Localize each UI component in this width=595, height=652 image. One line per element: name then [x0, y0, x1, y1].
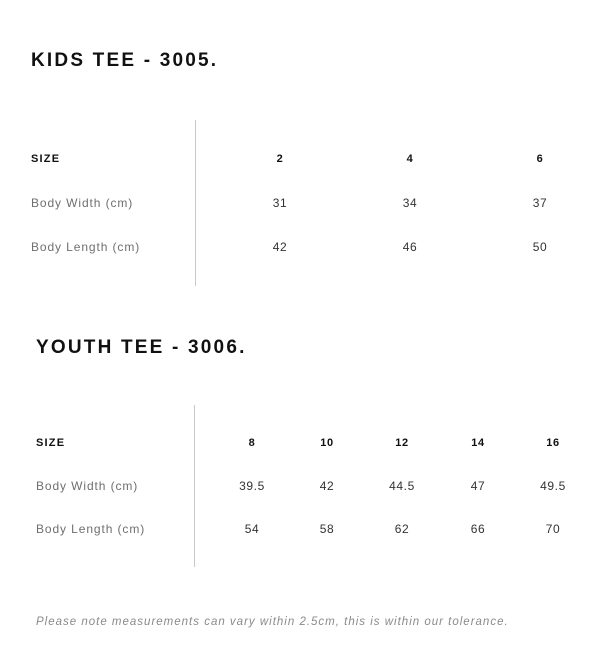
youth-body-length-value: 54 [244, 522, 260, 536]
youth-body-length-label: Body Length (cm) [36, 522, 146, 536]
youth-size-14: 14 [471, 437, 485, 449]
youth-body-width-value: 44.5 [389, 479, 415, 493]
kids-body-length-value: 50 [532, 240, 548, 254]
kids-body-width-value: 37 [532, 196, 548, 210]
youth-body-width-value: 42 [319, 479, 335, 493]
kids-size-6: 6 [536, 153, 544, 165]
youth-body-width-label: Body Width (cm) [36, 479, 139, 493]
kids-size-4: 4 [406, 153, 414, 165]
youth-body-width-value: 49.5 [540, 479, 566, 493]
kids-body-length-label: Body Length (cm) [31, 240, 141, 254]
youth-size-10: 10 [320, 437, 334, 449]
kids-body-length-value: 46 [402, 240, 418, 254]
youth-body-width-value: 39.5 [239, 479, 265, 493]
kids-table-divider [195, 120, 196, 286]
youth-body-length-value: 70 [545, 522, 561, 536]
youth-body-width-value: 47 [470, 479, 486, 493]
kids-body-width-label: Body Width (cm) [31, 196, 134, 210]
kids-size-2: 2 [276, 153, 284, 165]
youth-size-header: SIZE [36, 437, 66, 449]
kids-body-length-value: 42 [272, 240, 288, 254]
kids-body-width-value: 31 [272, 196, 288, 210]
youth-tee-title: YOUTH TEE - 3006. [36, 337, 247, 358]
youth-size-8: 8 [248, 437, 256, 449]
youth-body-length-value: 62 [394, 522, 410, 536]
youth-table-divider [194, 405, 195, 567]
kids-body-width-value: 34 [402, 196, 418, 210]
youth-size-12: 12 [395, 437, 409, 449]
youth-body-length-value: 66 [470, 522, 486, 536]
youth-body-length-value: 58 [319, 522, 335, 536]
youth-size-16: 16 [546, 437, 560, 449]
kids-size-header: SIZE [31, 153, 61, 165]
kids-tee-title: KIDS TEE - 3005. [31, 50, 219, 71]
tolerance-note: Please note measurements can vary within 2.5cm, this is within our tolerance. [36, 616, 509, 628]
